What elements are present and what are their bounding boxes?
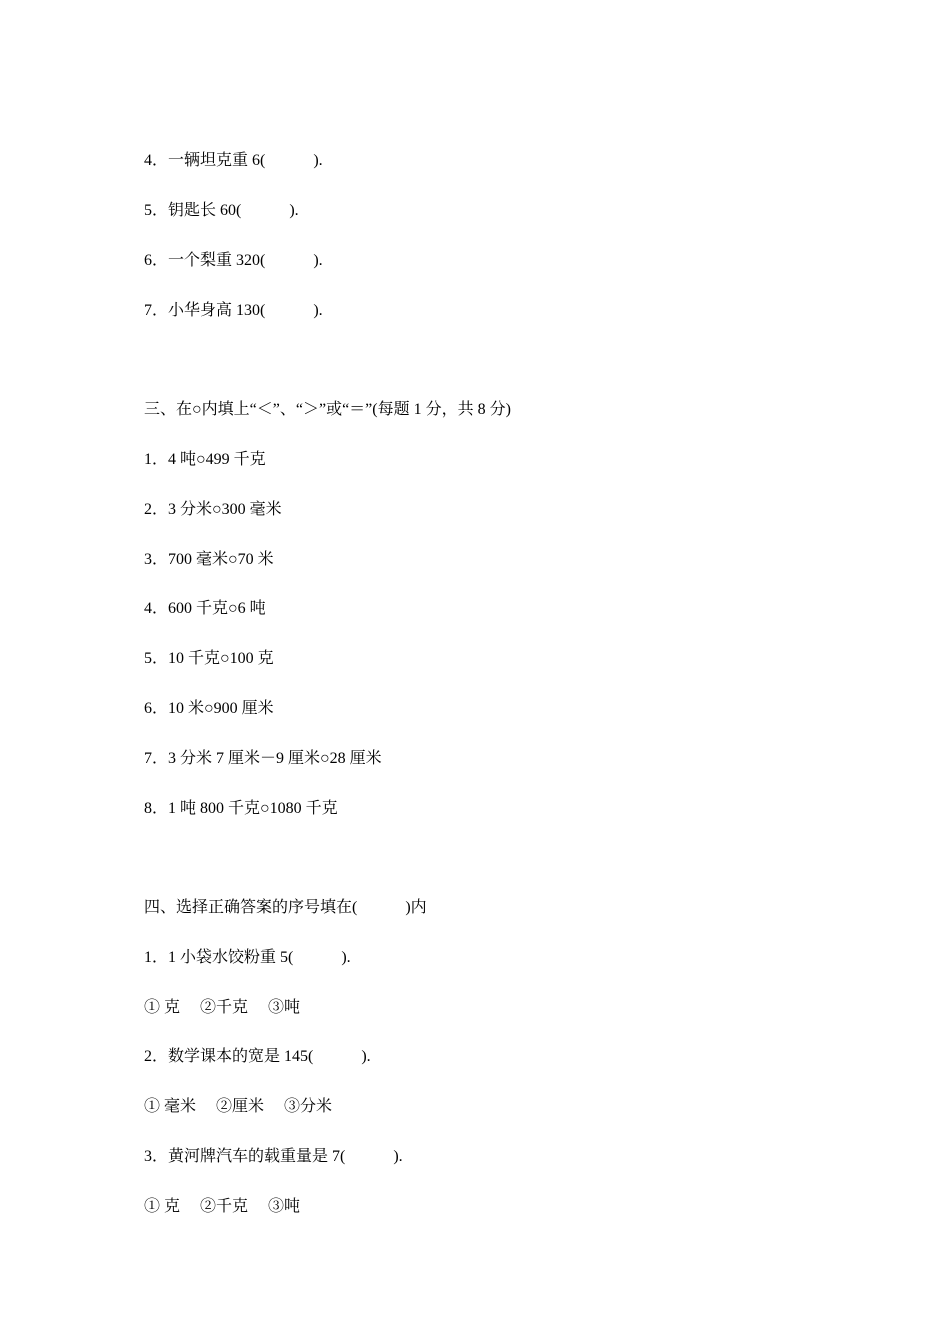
section3-item-2: 2．3 分米○300 毫米 [144, 501, 282, 518]
section3-item-5: 5．10 千克○100 克 [144, 650, 274, 667]
section3-item-6: 6．10 米○900 厘米 [144, 700, 274, 717]
section4-question-1: 1．1 小袋水饺粉重 5( ). [144, 949, 351, 966]
section2-item-4: 4．一辆坦克重 6( ). [144, 152, 323, 169]
section4-options-2: ① 毫米 ②厘米 ③分米 [144, 1098, 333, 1115]
section2-item-7: 7．小华身高 130( ). [144, 302, 323, 319]
section3-heading: 三、在○内填上“＜”、“＞”或“＝”(每题 1 分，共 8 分) [144, 401, 511, 418]
section3-item-1: 1．4 吨○499 千克 [144, 451, 266, 468]
section4-question-2: 2．数学课本的宽是 145( ). [144, 1048, 371, 1065]
section4-question-3: 3．黄河牌汽车的载重量是 7( ). [144, 1148, 403, 1165]
section3-item-7: 7．3 分米 7 厘米－9 厘米○28 厘米 [144, 750, 382, 767]
section2-item-6: 6．一个梨重 320( ). [144, 252, 323, 269]
section3-item-8: 8．1 吨 800 千克○1080 千克 [144, 800, 338, 817]
section4-options-1: ① 克 ②千克 ③吨 [144, 999, 301, 1016]
section3-item-4: 4．600 千克○6 吨 [144, 600, 266, 617]
section2-item-5: 5．钥匙长 60( ). [144, 202, 299, 219]
section3-item-3: 3．700 毫米○70 米 [144, 551, 274, 568]
section4-options-3: ① 克 ②千克 ③吨 [144, 1198, 301, 1215]
section4-heading: 四、选择正确答案的序号填在( )内 [144, 899, 427, 916]
